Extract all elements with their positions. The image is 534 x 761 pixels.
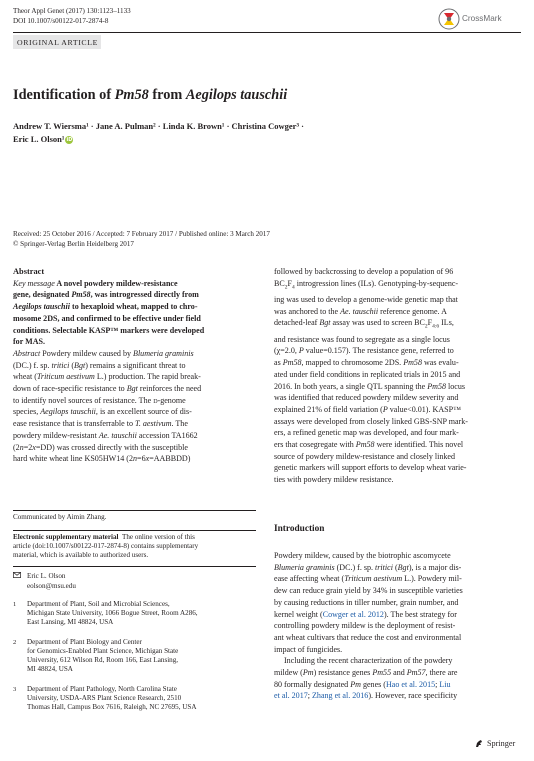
crossmark-icon xyxy=(438,8,460,30)
introduction-heading: Introduction xyxy=(274,524,325,534)
key-message: Key message A novel powdery mildew-resistance gene, designated Pm58, was introgressed directly from Aegilops tauschii to hexaploid wheat, mapped to chro- mosome 2DS, and confirmed to be effective under field conditions. Selectable KASP™ markers were developed for MAS. xyxy=(13,278,205,347)
esm-rule xyxy=(13,530,256,531)
journal-citation: Theor Appl Genet (2017) 130:1123–1133 xyxy=(13,7,131,15)
copyright: © Springer-Verlag Berlin Heidelberg 2017 xyxy=(13,240,134,248)
received-accepted-published: Received: 25 October 2016 / Accepted: 7 February 2017 / Published online: 3 March 2017 xyxy=(13,230,270,238)
authors-line-2: Eric L. Olson¹ xyxy=(13,134,65,144)
orcid-icon[interactable]: iD xyxy=(66,137,73,143)
abstract-heading: Abstract xyxy=(13,267,45,276)
springer-logo xyxy=(475,739,515,748)
title-species: Aegilops tauschii xyxy=(185,87,288,103)
section-label-box xyxy=(13,35,101,49)
affiliations: 1 Department of Plant, Soil and Microbial Sciences, Michigan State University, 1066 Bogue Street, Room A286, East Lansing, MI 48824, USA 2 Department of Plant Biology and Center for Genomics-Enabled Plant Science, Michigan State University, 612 Wilson Rd, Room 166, East Lansing, MI 48824, USA 3 Department of Plant Pathology, North Carolina State University, USDA-ARS Plant Science Research, 2510 Thomas Hall, Campus Box 7616, Raleigh, NC 27695, USA xyxy=(13,600,198,711)
authors-line-1: Andrew T. Wiersma¹ · Jane A. Pulman² · Linda K. Brown¹ · Christina Cowger³ · xyxy=(13,121,304,131)
title-prefix: Identification of xyxy=(13,87,115,103)
authors xyxy=(13,120,304,146)
abstract-left xyxy=(13,266,256,465)
communicated-by: Communicated by Aimin Zhang. xyxy=(13,513,107,521)
crossmark-label: CrossMark xyxy=(462,14,502,23)
abstract-right: followed by backcrossing to develop a population of 96 $BC_2F_4$ introgression lines (ILs). Genotyping-by-sequenc- ing was used to develop a genome-wide genetic map that was anchored to the Ae. tauschii reference genome. A detached-leaf Bgt assay was used to screen $BC_2F_{4:6}$ ILs, and resistance was found to segregate as a single locus (χ=2.0, P value=0.157). The resistance gene, referred to as Pm58, mapped to chromosome 2DS. Pm58 was evalu- ated under field conditions in replicated trials in 2015 and 2016. In both years, a single QTL spanning the Pm58 locus was identified that reduced powdery mildew severity and explained 21% of field variation (P value<0.01). KASP™ assays were developed from closely linked GBS-SNP mark- ers, a refined genetic map was developed, and four mark- ers that cosegregate with Pm58 were identified. This novel source of powdery mildew-resistance and closely linked genetic markers will support efforts to develop wheat varie- ties with powdery mildew resistance. xyxy=(274,267,468,485)
email-icon xyxy=(13,572,21,581)
title-gene: Pm58 xyxy=(114,87,149,103)
article-title xyxy=(13,87,287,104)
springer-horse-icon xyxy=(475,739,484,748)
crossmark-badge[interactable] xyxy=(438,8,518,30)
section-label: ORIGINAL ARTICLE xyxy=(17,38,98,47)
corresponding-author: Eric L. Olson xyxy=(27,572,66,580)
esm-note: Electronic supplementary material The online version of this article (doi:10.1007/s00122-017-2874-8) contains supplementary material, which is available to authorized users. xyxy=(13,533,256,560)
esm-label: Electronic supplementary material xyxy=(13,533,119,541)
doi[interactable]: DOI 10.1007/s00122-017-2874-8 xyxy=(13,17,109,25)
correspondence-rule xyxy=(13,566,256,567)
introduction-body: Powdery mildew, caused by the biotrophic ascomycete Blumeria graminis (DC.) f. sp. tritici (Bgt), is a major dis- ease affecting wheat (Triticum aestivum L.). Powdery mil- dew can reduce grain yield by 34% in susceptible varieties by causing reductions in tiller number, grain number, and kernel weight (Cowger et al. 2012). The best strategy for controlling powdery mildew is the deployment of resist- ant wheat cultivars that reduce the cost and environmental impact of fungicides. Including the recent characterization of the powdery mildew (Pm) resistance genes Pm55 and Pm57, there are 80 formally designated Pm genes (Hao et al. 2015; Liu et al. 2017; Zhang et al. 2016). However, race specificity xyxy=(274,551,463,701)
publisher-name: Springer xyxy=(487,739,516,748)
esm-doi[interactable]: article (doi:10.1007/s00122-017-2874-8) contains supplementary xyxy=(13,542,199,550)
footnote-rule xyxy=(13,510,256,511)
dates xyxy=(13,230,270,249)
header-rule xyxy=(13,32,521,33)
author-email[interactable]: eolson@msu.edu xyxy=(27,582,76,590)
title-middle: from xyxy=(148,87,186,103)
abstract-body: Abstract Powdery mildew caused by Blumeria graminis (DC.) f. sp. tritici (Bgt) remains a significant threat to wheat (Triticum aestivum L.) production. The rapid break- down of race-specific resistance to Bgt reinforces the need to identify novel sources of resistance. The d-genome species, Aegilops tauschii, is an excellent source of dis- ease resistance that is transferrable to T. aestivum. The powdery mildew-resistant Ae. tauschii accession TA1662 (2n=2x=DD) was crossed directly with the susceptible hard white wheat line KS05HW14 (2n=6x=AABBDD) xyxy=(13,348,202,464)
